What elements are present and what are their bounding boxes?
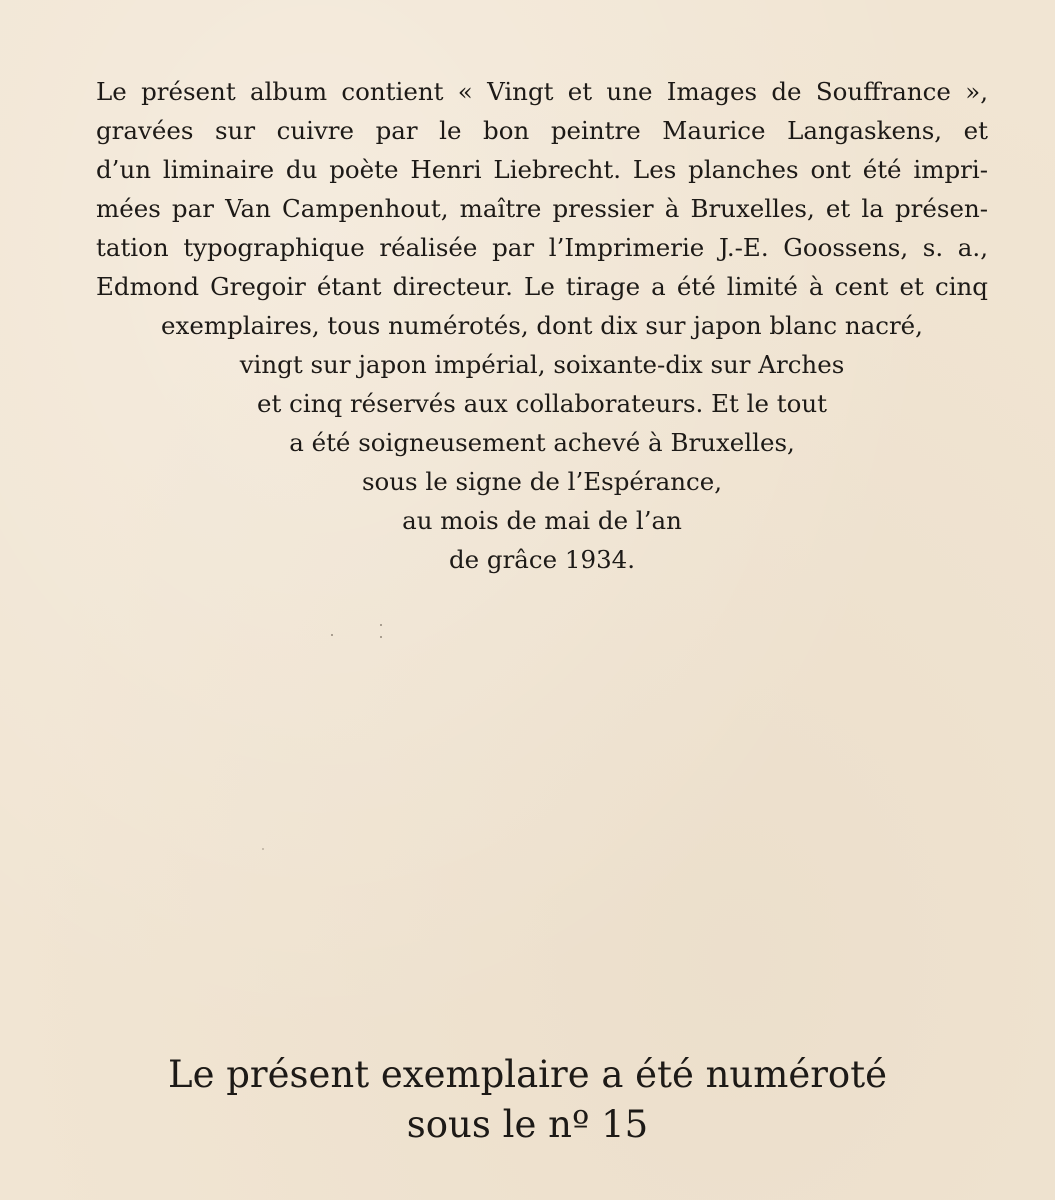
colophon-line: au mois de mai de l’an (402, 506, 682, 535)
colophon-line: d’un liminaire du poète Henri Liebrecht. Les planches ont été impri- (96, 155, 988, 184)
paper-speck (380, 636, 382, 638)
colophon-line: tation typographique réalisée par l’Imprimerie J.-E. Goossens, s. a., (96, 233, 988, 262)
colophon-line: Edmond Gregoir étant directeur. Le tirage a été limité à cent et cinq (96, 272, 988, 301)
colophon-line: exemplaires, tous numérotés, dont dix sur japon blanc nacré, (161, 311, 923, 340)
colophon-line: mées par Van Campenhout, maître pressier à Bruxelles, et la présen- (96, 194, 988, 223)
colophon-text (96, 72, 988, 579)
colophon-line: sous le signe de l’Espérance, (361, 467, 723, 496)
copy-number-statement (0, 1050, 1055, 1150)
colophon-line: de grâce 1934. (448, 545, 636, 574)
colophon-line: vingt sur japon impérial, soixante-dix sur Arches (239, 350, 845, 379)
copy-number-line-2: sous le nº 15 (406, 1103, 649, 1146)
colophon-line: gravées sur cuivre par le bon peintre Maurice Langaskens, et (96, 116, 988, 145)
paper-speck (331, 634, 333, 636)
paper-speck (262, 848, 264, 850)
colophon-line: a été soigneusement achevé à Bruxelles, (289, 428, 795, 457)
copy-number-line-1: Le présent exemplaire a été numéroté (168, 1053, 887, 1096)
paper-speck (380, 624, 382, 626)
colophon-line: et cinq réservés aux collaborateurs. Et le tout (257, 389, 827, 418)
colophon-line: Le présent album contient « Vingt et une Images de Souffrance », (96, 77, 988, 106)
